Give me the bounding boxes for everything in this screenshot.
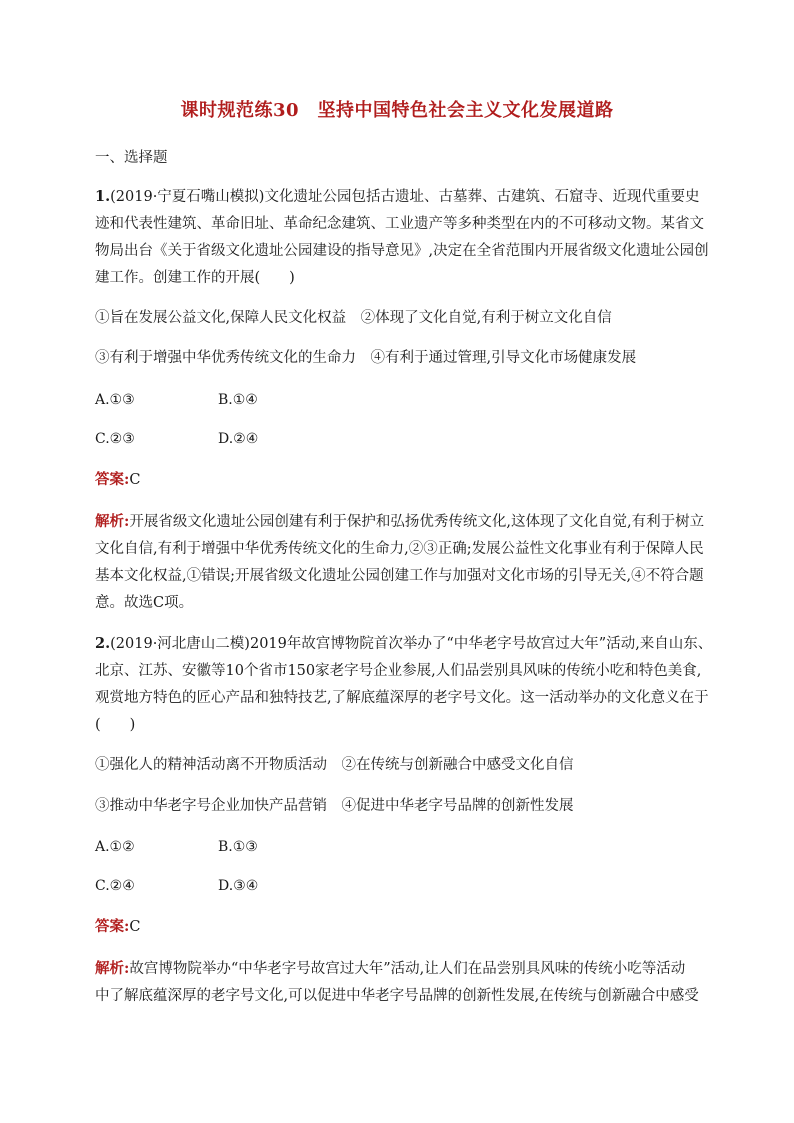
answer-label: 答案: xyxy=(95,918,130,935)
analysis-label: 解析: xyxy=(95,960,130,977)
question-1-analysis-line: 意。故选C项。 xyxy=(95,595,194,611)
question-1-analysis-line: 解析:开展省级文化遗址公园创建有利于保护和弘扬优秀传统文化,这体现了文化自觉,有利于树立 xyxy=(95,513,705,530)
question-1-stem-line: 迹和代表性建筑、革命旧址、革命纪念建筑、工业遗产等多种类型在内的不可移动文物。某省文 xyxy=(95,216,704,232)
question-1-option-a: A.①③ xyxy=(95,392,135,408)
question-2-stem-line: 2.(2019·河北唐山二模)2019年故宫博物院首次举办了“中华老字号故宫过大年”活动,来自山东、 xyxy=(95,635,713,652)
question-2-option-a: A.①② xyxy=(95,839,135,855)
question-1-statement: ①旨在发展公益文化,保障人民文化权益 ②体现了文化自觉,有利于树立文化自信 xyxy=(95,310,612,326)
question-1-analysis-line: 文化自信,有利于增强中华优秀传统文化的生命力,②③正确;发展公益性文化事业有利于保障人民 xyxy=(95,541,704,557)
question-1-option-d: D.②④ xyxy=(218,431,259,447)
page-title: 课时规范练30 坚持中国特色社会主义文化发展道路 xyxy=(180,100,614,121)
question-2-stem-line: 观赏地方特色的匠心产品和独特技艺,了解底蕴深厚的老字号文化。这一活动举办的文化意义在于 xyxy=(95,690,709,706)
answer-label: 答案: xyxy=(95,471,130,488)
question-2-stem-line: 北京、江苏、安徽等10个省市150家老字号企业参展,人们品尝别具风味的传统小吃和特色美食, xyxy=(95,663,702,679)
question-2-option-d: D.③④ xyxy=(218,878,259,894)
question-1-number: 1. xyxy=(95,188,111,205)
question-2-option-b: B.①③ xyxy=(218,839,258,855)
question-2-number: 2. xyxy=(95,635,111,652)
question-2-statement: ③推动中华老字号企业加快产品营销 ④促进中华老字号品牌的创新性发展 xyxy=(95,798,574,814)
question-2-option-c: C.②④ xyxy=(95,878,135,894)
question-1-option-b: B.①④ xyxy=(218,392,258,408)
question-2-analysis-line: 解析:故宫博物院举办“中华老字号故宫过大年”活动,让人们在品尝别具风味的传统小吃等活动 xyxy=(95,960,686,977)
question-2-stem-line: ( ) xyxy=(95,717,136,733)
analysis-label: 解析: xyxy=(95,513,130,530)
section-heading: 一、选择题 xyxy=(95,150,168,166)
question-1-stem-line: 1.(2019·宁夏石嘴山模拟)文化遗址公园包括古遗址、古墓葬、古建筑、石窟寺、近现代重要史 xyxy=(95,188,700,205)
question-1-stem-line: 建工作。创建工作的开展( ) xyxy=(95,270,295,286)
question-2-answer xyxy=(95,917,715,937)
question-1-answer xyxy=(95,470,715,490)
question-1-stem-line: 物局出台《关于省级文化遗址公园建设的指导意见》,决定在全省范围内开展省级文化遗址公园创 xyxy=(95,243,709,259)
question-2-statement: ①强化人的精神活动离不开物质活动 ②在传统与创新融合中感受文化自信 xyxy=(95,757,574,773)
answer-value: C xyxy=(129,919,141,935)
question-1-statement: ③有利于增强中华优秀传统文化的生命力 ④有利于通过管理,引导文化市场健康发展 xyxy=(95,350,637,366)
question-1-option-c: C.②③ xyxy=(95,431,135,447)
answer-value: C xyxy=(129,472,141,488)
question-1-analysis-line: 基本文化权益,①错误;开展省级文化遗址公园创建工作与加强对文化市场的引导无关,④不符合题 xyxy=(95,568,704,584)
question-2-analysis-line: 中了解底蕴深厚的老字号文化,可以促进中华老字号品牌的创新性发展,在传统与创新融合中感受 xyxy=(95,988,699,1004)
